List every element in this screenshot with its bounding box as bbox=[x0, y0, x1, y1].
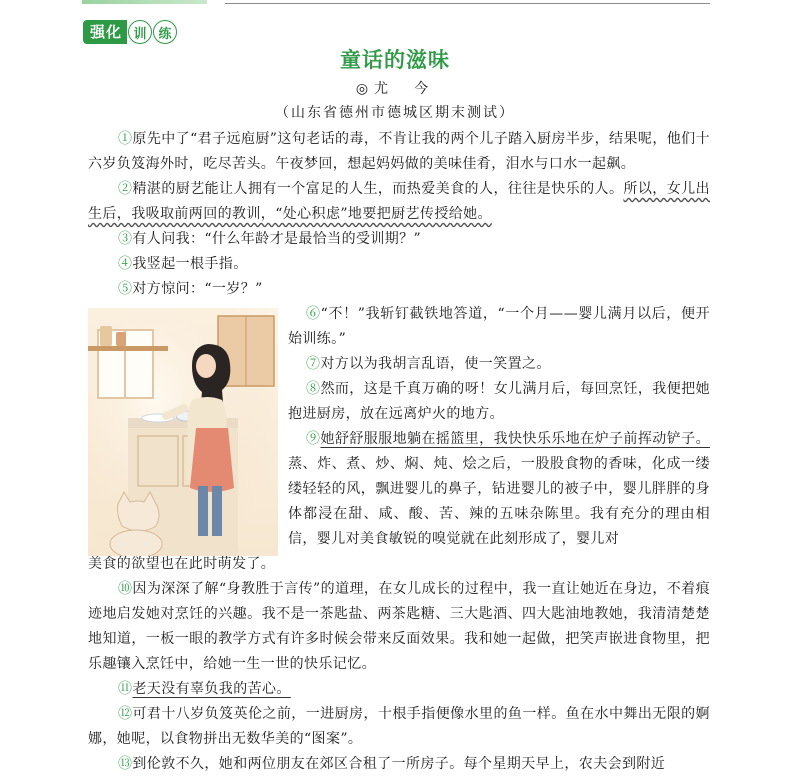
paragraph-text: 原先中了“君子远庖厨”这句老话的毒，不肯让我的两个儿子踏入厨房半步，结果呢，他们十六岁负笈海外时，吃尽苦头。午夜梦回，想起妈妈做的美味佳肴，泪水与口水一起飙。 bbox=[88, 131, 710, 172]
paragraph-text: 然而，这是千真万确的呀！女儿满月后，每回烹饪，我便把她抱进厨房，放在远离炉火的地方。 bbox=[288, 381, 710, 422]
header-divider bbox=[225, 3, 710, 4]
paragraph-number: ① bbox=[118, 131, 133, 147]
header-decoration bbox=[82, 0, 207, 4]
section-badge bbox=[83, 20, 183, 44]
paragraph-9-continued bbox=[88, 552, 710, 577]
paragraph-text: 美食的欲望也在此时萌发了。 bbox=[88, 556, 276, 572]
paragraph-5 bbox=[88, 277, 710, 302]
paragraph-6 bbox=[288, 302, 710, 352]
article-source: （山东省德州市德城区期末测试） bbox=[275, 105, 515, 121]
paragraph-number: ③ bbox=[118, 231, 133, 247]
paragraph-text: 对方以为我胡言乱语，使一笑置之。 bbox=[320, 356, 551, 372]
underlined-sentence: 她舒舒服服地躺在摇篮里，我快快乐乐地在炉子前挥动铲子。 bbox=[320, 431, 710, 447]
paragraph-number: ⑩ bbox=[118, 581, 133, 597]
article-title: 童话的滋味 bbox=[340, 47, 450, 72]
paragraph-1 bbox=[88, 127, 710, 177]
paragraph-12 bbox=[88, 702, 710, 752]
paragraph-number: ⑫ bbox=[118, 706, 133, 722]
paragraph-9 bbox=[288, 427, 710, 552]
paragraph-11 bbox=[88, 677, 710, 702]
paragraph-number: ⑤ bbox=[118, 281, 133, 297]
underlined-sentence: 老天没有辜负我的苦心。 bbox=[132, 681, 291, 697]
paragraph-number: ⑪ bbox=[118, 681, 133, 697]
girl-cooking-illustration-icon bbox=[88, 308, 278, 556]
underlined-sentence: 所以，女儿出生后，我吸取前两回的教训，“处心积虑”地要把厨艺传授给她。 bbox=[88, 181, 711, 222]
paragraph-2 bbox=[88, 177, 710, 227]
paragraph-number: ⑬ bbox=[118, 756, 133, 772]
paragraph-text: 我竖起一根手指。 bbox=[132, 256, 248, 272]
paragraph-text: 对方惊问：“一岁？” bbox=[132, 281, 263, 297]
paragraph-text: 蒸、炸、煮、炒、焖、炖、烩之后，一股股食物的香味，化成一缕缕轻轻的风，飘进婴儿的鼻子，钻进婴儿的被子中，婴儿胖胖的身体都浸在甜、咸、酸、苦、辣的五味杂陈里。我有充分的理由相信，婴儿对美食敏锐的嗅觉就在此刻形成了，婴儿对 bbox=[288, 456, 710, 547]
paragraph-text: 可君十八岁负笈英伦之前，一进厨房，十根手指便像水里的鱼一样。鱼在水中舞出无限的婀娜，她呢，以食物拼出无数华美的“图案”。 bbox=[88, 706, 711, 747]
paragraph-number: ⑥ bbox=[306, 306, 321, 322]
paragraph-text: 到伦敦不久，她和两位朋友在郊区合租了一所房子。每个星期天早上，农夫会到附近 bbox=[132, 756, 666, 772]
paragraph-8 bbox=[288, 377, 710, 427]
badge-circle-1: 训 bbox=[128, 20, 152, 44]
paragraph-text: 精湛的厨艺能让人拥有一个富足的人生，而热爱美食的人，往往是快乐的人。 bbox=[132, 181, 624, 197]
paragraph-number: ② bbox=[118, 181, 133, 197]
paragraph-3 bbox=[88, 227, 710, 252]
paragraph-text: 因为深深了解“身教胜于言传”的道理，在女儿成长的过程中，我一直让她近在身边，不着痕迹地启发她对烹饪的兴趣。我不是一茶匙盐、两茶匙糖、三大匙酒、四大匙油地教她，我清清楚楚地知道，一板一眼的教学方式有许多时候会带来反面效果。我和她一起做，把笑声嵌进食物里，把乐趣镶入烹饪中，给她一生一世的快乐记忆。 bbox=[88, 581, 710, 672]
paragraph-number: ④ bbox=[118, 256, 133, 272]
paragraph-10 bbox=[88, 577, 710, 677]
paragraph-7 bbox=[288, 352, 710, 377]
badge-circle-2: 练 bbox=[153, 20, 177, 44]
paragraph-13 bbox=[88, 752, 710, 777]
paragraph-4 bbox=[88, 252, 710, 277]
paragraph-text: 有人问我：“什么年龄才是最恰当的受训期？” bbox=[132, 231, 422, 247]
badge-label: 强化 bbox=[83, 20, 127, 44]
paragraph-number: ⑨ bbox=[306, 431, 321, 447]
paragraph-number: ⑦ bbox=[306, 356, 321, 372]
paragraph-number: ⑧ bbox=[306, 381, 321, 397]
paragraph-text: “不！”我斩钉截铁地答道，“一个月——婴儿满月以后，便开始训练。” bbox=[288, 306, 711, 347]
article-author: ◎尤 今 bbox=[355, 81, 435, 97]
